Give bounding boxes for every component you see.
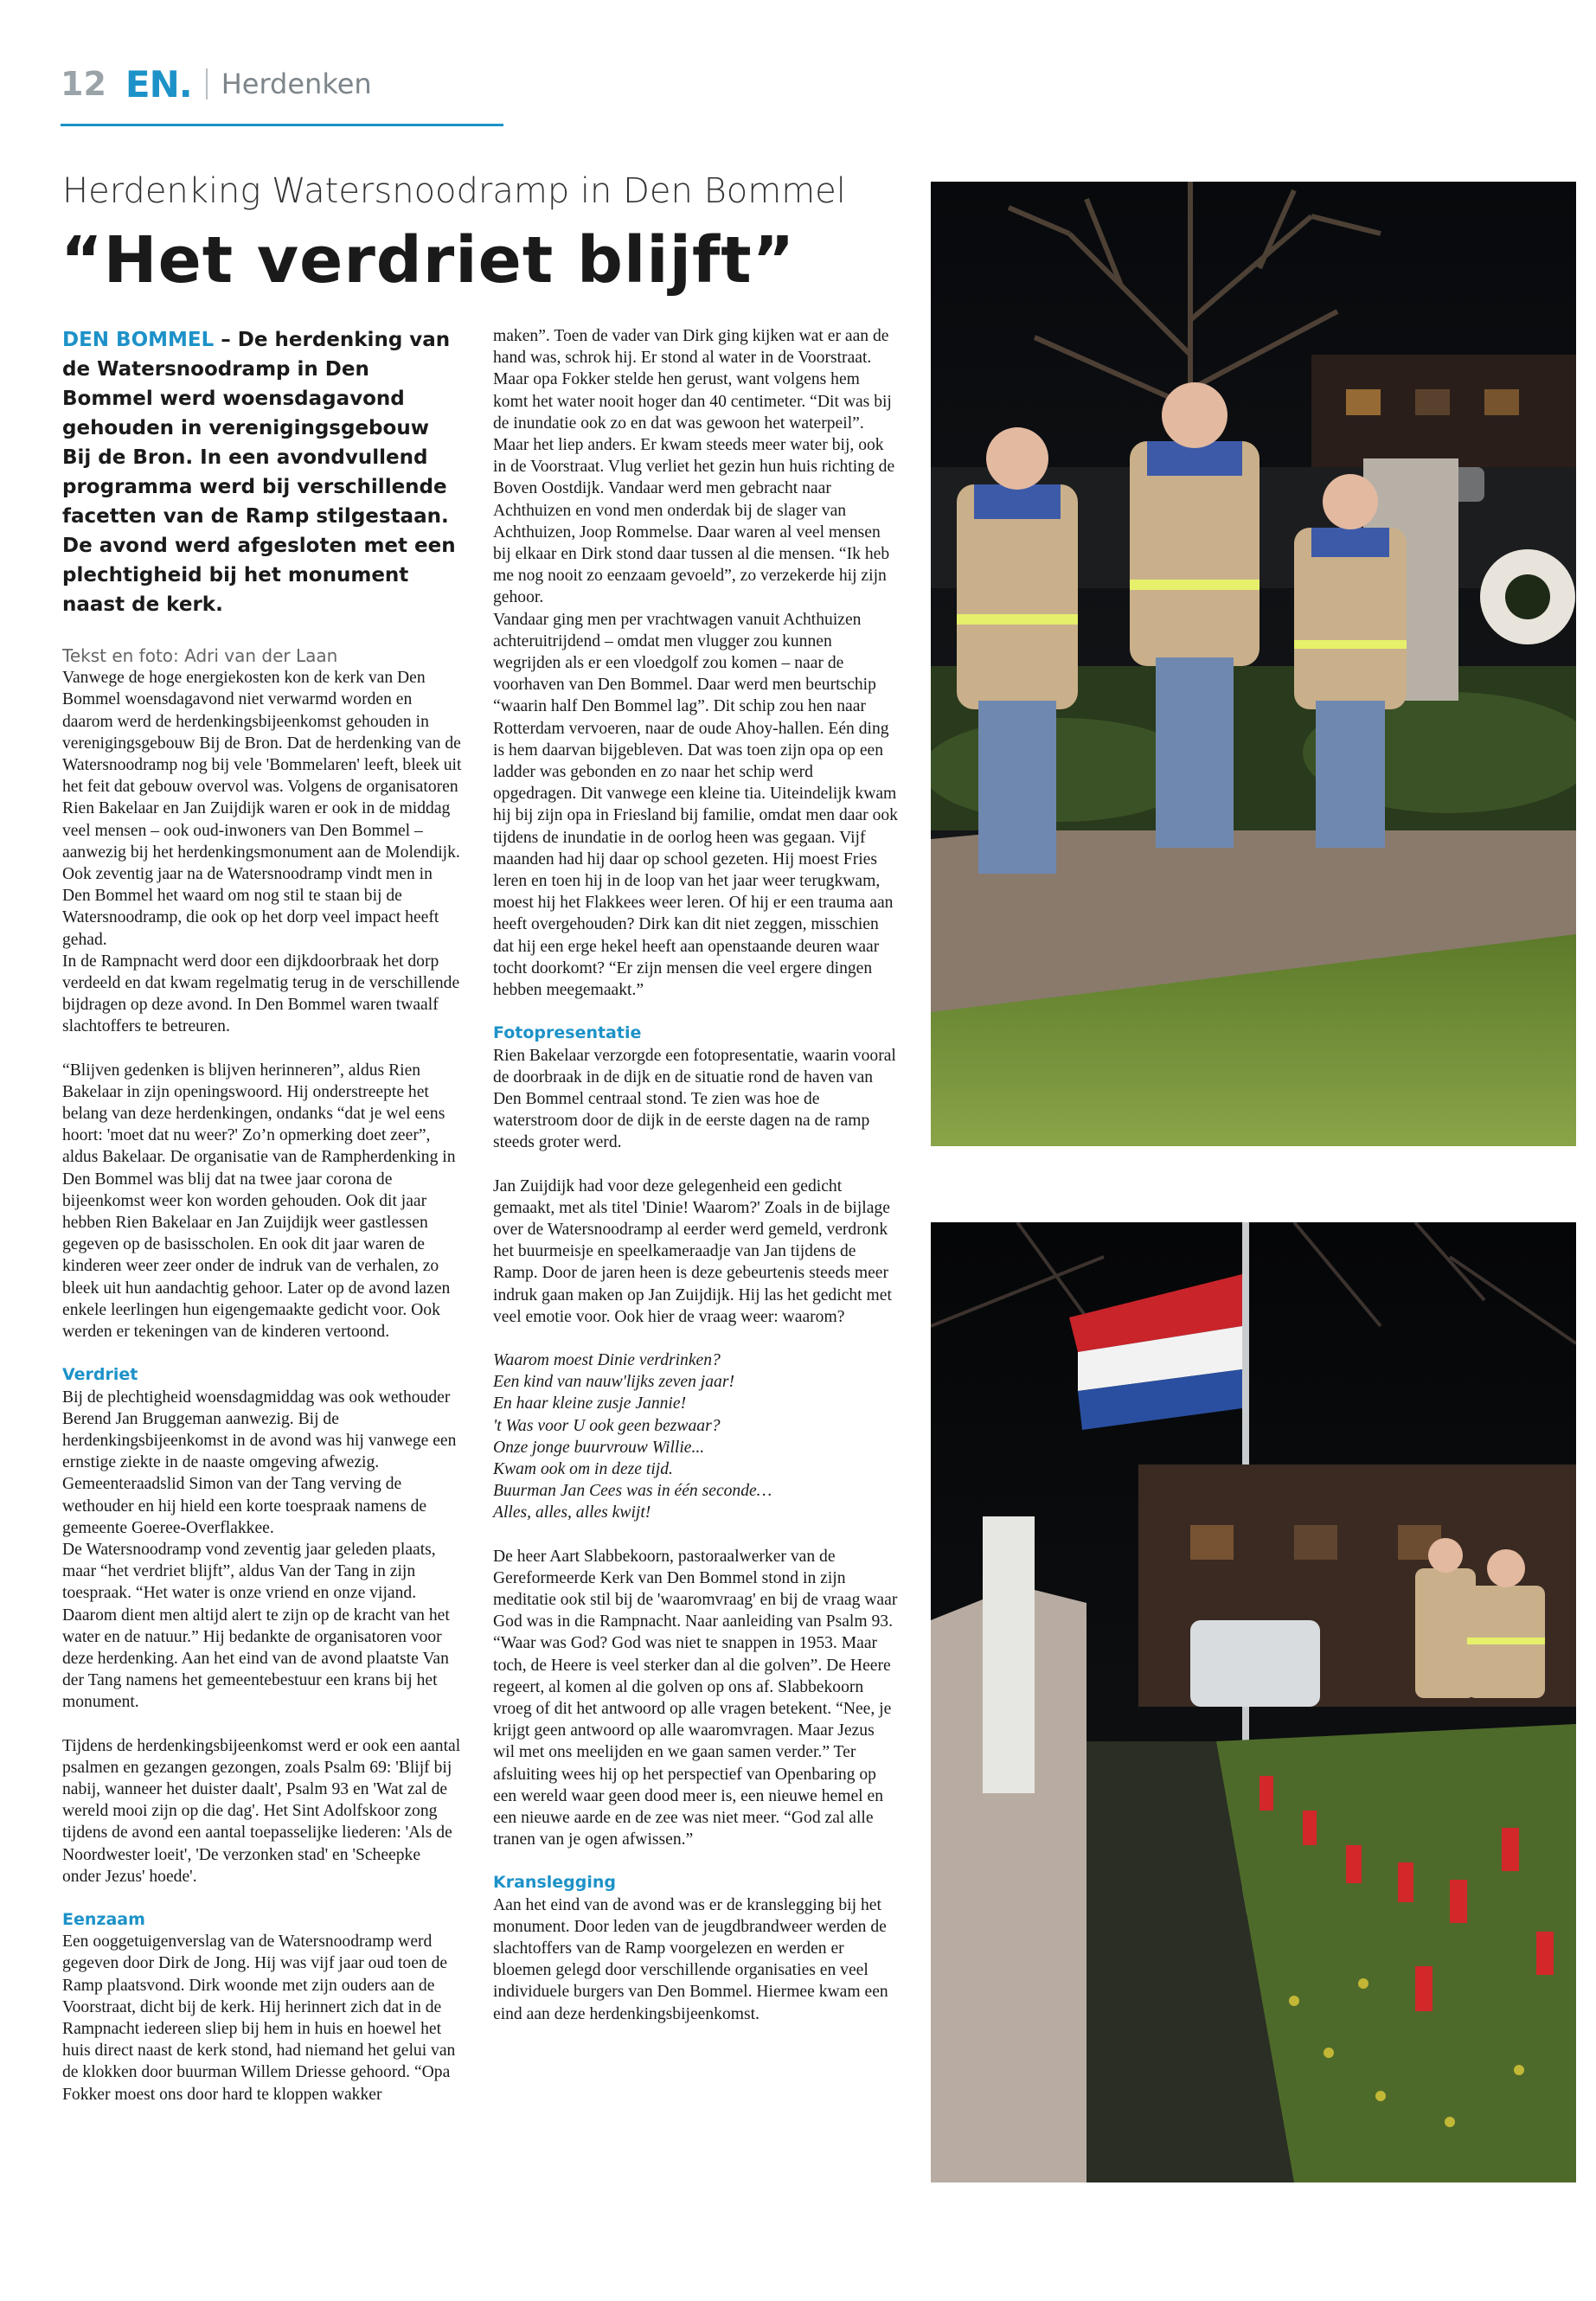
paragraph: Aan het eind van de avond was er de kranslegging bij het monument. Door leden van de jeugdbrandweer werden de slachtoffers van de Ramp voorgelezen en werden er bloemen gelegd door verschillende organisaties en veel individuele burgers van Den Bommel. Hiermee kwam een eind aan deze herdenkingsbijeenkomst. [493, 1895, 888, 2023]
page-header [61, 62, 372, 106]
poem [493, 1349, 898, 1524]
paragraph: maken”. Toen de vader van Dirk ging kijken wat er aan de hand was, schrok hij. Er stond al water in de Voorstraat. Maar opa Fokker stelde hen gerust, want volgens hem komt het water nooit hoger dan 40 centimeter. “Dit was bij de inundatie ook zo en dat was gewoon het waterpeil”. Maar het liep anders. Er kwam steeds meer water bij, ook in de Voorstraat. Vlug verliet het gezin hun huis richting de Boven Oostdijk. Vandaar werd men gebracht naar Achthuizen en vond men onderdak bij de slager van Achthuizen, Joop Rommelse. Daar waren al veel mensen bij elkaar en Dirk stond daar tussen al die mensen. “Ik heb me nog nooit zo eenzaam gevoeld”, zo verzekerde hij zijn gehoor. [493, 327, 895, 607]
poem-line: Alles, alles, alles kwijt! [493, 1503, 651, 1522]
lead-text: – De herdenking van de Watersnoodramp in Den Bommel werd woensdagavond gehouden in verenigingsgebouw Bij de Bron. In een avondvullend programma werd bij verschillende facetten van de Ramp stilgestaan. De avond werd afgesloten met een plechtigheid bij het monument naast de kerk. [62, 329, 456, 616]
paragraph: De Watersnoodramp vond zeventig jaar geleden plaats, maar “het verdriet blijft”, aldus Van der Tang in zijn toespraak. “Het water is onze vriend en onze vijand. Daarom dient men altijd alert te zijn op de kracht van het water en de natuur.” Hij bedankte de organisatoren voor deze herdenking. Aan het eind van de avond plaatste Van der Tang namens het gemeentebestuur een krans bij het monument. [62, 1540, 450, 1712]
article-lead [62, 325, 462, 619]
paragraph: Jan Zuijdijk had voor deze gelegenheid een gedicht gemaakt, met als titel 'Dinie! Waarom?' Zoals in de bijlage over de Watersnoodramp al eerder werd gemeld, verdronk het buurmeisje en speelkameraadje van Jan tijdens de Ramp. Door de jaren heen is deze gebeurtenis steeds meer indruk gaan maken op Jan Zuijdijk. Hij las het gedicht met veel emotie voor. Ook hier de vraag weer: waarom? [493, 1176, 892, 1326]
paragraph: “Waar was God? God was niet te snappen in 1953. Maar toch, de Heere is veel sterker dan al die golven”. De Heere regeert, al komen al die golven op ons af. Slabbekoorn vroeg of dit het antwoord op alle vragen betekent. “Nee, je krijgt geen antwoord op alle waaromvragen. Maar Jezus wil met ons meelijden en we gaan samen verder.” Ter afsluiting wees hij op het perspectief van Openbaring op een wereld waar geen dood meer is, een nieuwe hemel en een nieuwe aarde en de zee was niet meer. “God zal alle tranen van je ogen afwissen.” [493, 1634, 892, 1849]
photo-youth-firefighters-image [931, 182, 1576, 1146]
poem-line: Onze jonge buurvrouw Willie... [493, 1438, 705, 1457]
poem-line: Een kind van nauw'lijks zeven jaar! [493, 1373, 734, 1392]
text-column-1 [62, 325, 462, 2106]
photo-flag-and-candles [931, 1222, 1576, 2182]
poem-line: 't Was voor U ook geen bezwaar? [493, 1416, 721, 1435]
section-label: Herdenken [221, 67, 372, 100]
header-divider [206, 68, 208, 99]
subheading-kranslegging: Kranslegging [493, 1873, 616, 1893]
paragraph: Bij de plechtigheid woensdagmiddag was ook wethouder Berend Jan Bruggeman aanwezig. Bij de herdenkingsbijeenkomst in de avond was hij vanwege een ernstige ziekte in de naaste omgeving afwezig. Gemeenteraadslid Simon van der Tang verving de wethouder en hij hield een korte toespraak namens de gemeente Goeree-Overflakkee. [62, 1388, 457, 1537]
paragraph: Vanwege de hoge energiekosten kon de kerk van Den Bommel woensdagavond niet verwarmd worden en daarom werd de herdenkingsbijeenkomst gehouden in verenigingsgebouw Bij de Bron. Dat de herdenking van de Watersnoodramp nog bij vele 'Bommelaren' leeft, bleek uit het feit dat gebouw overvol was. Volgens de organisatoren Rien Bakelaar en Jan Zuijdijk waren er ook in de middag veel mensen – ook oud-inwoners van Den Bommel – aanwezig bij het herdenkingsmonument aan de Molendijk. Ook zeventig jaar na de Watersnoodramp vindt men in Den Bommel het waard om nog stil te staan bij de Watersnoodramp, die ook op het dorp veel impact heeft gehad. [62, 669, 462, 949]
poem-line: Waarom moest Dinie verdrinken? [493, 1350, 721, 1369]
paragraph: Een ooggetuigenverslag van de Watersnoodramp werd gegeven door Dirk de Jong. Hij was vijf jaar oud toen de Ramp plaatsvond. Dirk woonde met zijn ouders aan de Voorstraat, dicht bij de kerk. Hij herinnert zich dat in de Rampnacht iedereen sliep bij hem in huis en hoewel het huis direct naast de kerk stond, had niemand het gelui van de klokken door buurman Willem Driesse gehoord. “Opa Fokker moest ons door hard te kloppen wakker [62, 1932, 456, 2104]
page-number: 12 [61, 65, 106, 103]
poem-line: Buurman Jan Cees was in één seconde… [493, 1482, 772, 1501]
paragraph: Vandaar ging men per vrachtwagen vanuit Achthuizen achteruitrijdend – omdat men vlugger zou kunnen wegrijden als er een vloedgolf zou komen – naar de voorhaven van Den Bommel. Daar werd men beurtschip “waarin half Den Bommel lag”. Dit schip zou hen naar Rotterdam vervoeren, naar de oude Ahoy-hallen. Eén ding is hem daarvan bijgebleven. Dat was toen zijn opa op een ladder was gebonden en zo naar het schip werd opgedragen. Dit vanwege een kleine tia. Uiteindelijk kwam hij bij zijn opa in Friesland bij familie, omdat men daar ook tijdens de inundatie in de oorlog heen was gegaan. Vijf maanden had hij daar op school gezeten. Hij moest Fries leren en toen hij in de loop van het jaar weer terugkwam, moest hij het Flakkees weer leren. Of hij er een trauma aan heeft overgehouden? Dirk kan dit niet zeggen, misschien dat hij een erge hekel heeft aan openstaande deuren waar tocht doorkomt? “Er zijn mensen die veel ergere dingen hebben meegemaakt.” [493, 610, 898, 1000]
poem-line: Kwam ook om in deze tijd. [493, 1459, 673, 1478]
paragraph: De heer Aart Slabbekoorn, pastoraalwerker van de Gereformeerde Kerk van Den Bommel stond in zijn meditatie ook stil bij de 'waaromvraag' en bij de vraag waar God was in die Rampnacht. Naar aanleiding van Psalm 93. [493, 1547, 898, 1631]
header-rule [61, 124, 503, 126]
subheading-eenzaam: Eenzaam [62, 1909, 145, 1929]
photo-flag-and-candles-image [931, 1222, 1576, 2182]
subheading-fotopresentatie: Fotopresentatie [493, 1023, 642, 1043]
poem-line: En haar kleine zusje Jannie! [493, 1394, 687, 1413]
lead-dateline: DEN BOMMEL [62, 329, 215, 351]
byline: Tekst en foto: Adri van der Laan [62, 645, 338, 666]
paragraph: Tijdens de herdenkingsbijeenkomst werd er ook een aantal psalmen en gezangen gezongen, zoals Psalm 69: 'Blijf bij nabij, wanneer het duister daalt', Psalm 93 en 'Wat zal de wereld mooi zijn op die dag'. Het Sint Adolfskoor zong tijdens de avond een aantal toepasselijke liederen: 'Als de Noordwester loeit', 'De verzonken stad' en 'Scheepke onder Jezus' hoede'. [62, 1736, 461, 1886]
paragraph: “Blijven gedenken is blijven herinneren”, aldus Rien Bakelaar in zijn openingswoord. Hij onderstreepte het belang van deze herdenkingen, ondanks “dat je wel eens hoort: 'moet dat nu weer?' Zo’n opmerking doet zeer”, aldus Bakelaar. De organisatie van de Rampherdenking in Den Bommel was blij dat na twee jaar corona de bijeenkomst weer kon worden gehouden. Ook dit jaar hebben Rien Bakelaar en Jan Zuijdijk weer gastlessen gegeven op de basisscholen. En ook dit jaar waren de kinderen weer zeer onder de indruk van de verhalen, zo bleek uit hun aandachtig gehoor. Later op de avond lazen enkele leerlingen hun eigengemaakte gedicht voor. Ook werden er tekeningen van de kinderen vertoond. [62, 1061, 456, 1342]
paragraph: In de Rampnacht werd door een dijkdoorbraak het dorp verdeeld en dat kwam regelmatig terug in de verschillende bijdragen op deze avond. In Den Bommel waren twaalf slachtoffers te betreuren. [62, 952, 460, 1036]
photo-youth-firefighters [931, 182, 1576, 1146]
subheading-verdriet: Verdriet [62, 1365, 138, 1385]
paragraph: Rien Bakelaar verzorgde een fotopresentatie, waarin vooral de doorbraak in de dijk en de situatie rond de haven van Den Bommel centraal stond. Te zien was hoe de waterstroom door de dijk in de eerste dagen na de ramp steeds groter werd. [493, 1046, 896, 1152]
article-title: “Het verdriet blijft” [61, 223, 796, 298]
brand-logo: EN. [125, 62, 192, 106]
text-column-2 [493, 325, 898, 2025]
article-kicker: Herdenking Watersnoodramp in Den Bommel [62, 171, 846, 211]
